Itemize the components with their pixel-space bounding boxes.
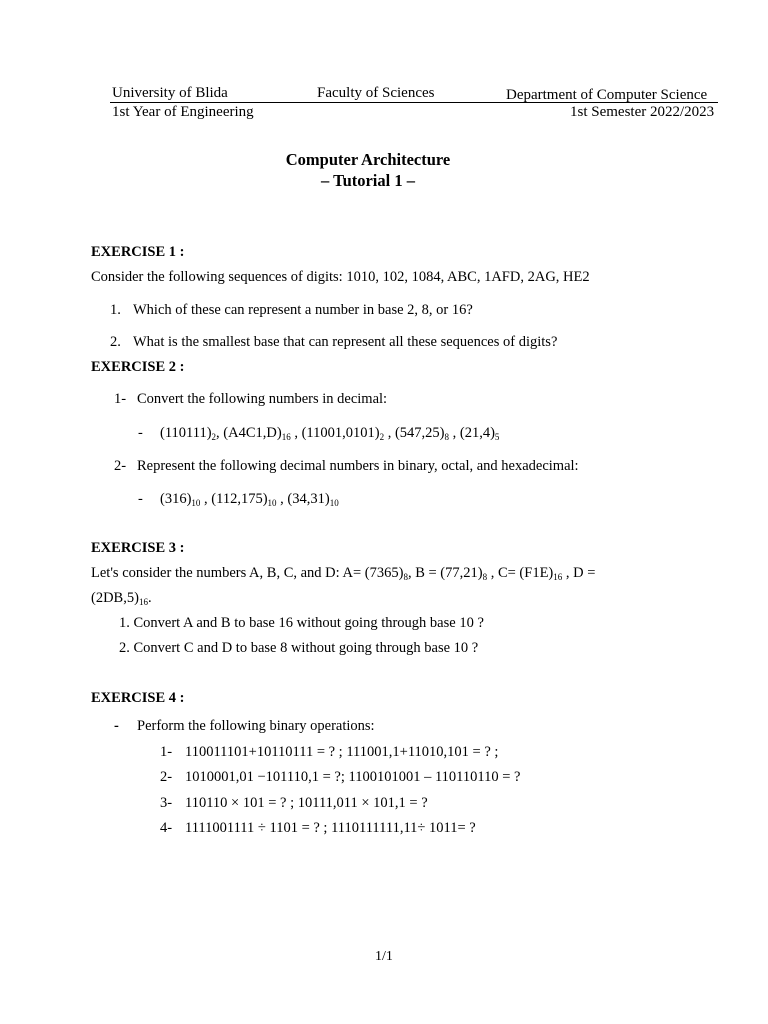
exercise-1-q1-number: 1. <box>110 302 121 318</box>
header-university: University of Blida <box>112 85 228 101</box>
operation-2: 1010001,01 −101110,1 = ?; 1100101001 – 110110110 = ? <box>185 769 521 785</box>
exercise-1-heading: EXERCISE 1 : <box>91 244 185 260</box>
exercise-1-q2-number: 2. <box>110 334 121 350</box>
header-year: 1st Year of Engineering <box>112 104 254 120</box>
exercise-2-q1-dash: - <box>138 425 143 441</box>
base-subscript: 10 <box>329 498 339 508</box>
exercise-3-q1: 1. Convert A and B to base 16 without going through base 10 ? <box>119 615 484 631</box>
operation-2-number: 2- <box>160 769 173 785</box>
exercise-4-bullet: - <box>114 718 119 734</box>
exercise-4-intro: Perform the following binary operations: <box>137 718 375 734</box>
header-semester: 1st Semester 2022/2023 <box>570 104 715 120</box>
decimal-2: (112,175) <box>211 491 268 507</box>
exercise-3-heading: EXERCISE 3 : <box>91 540 185 556</box>
decimal-3: (34,31) <box>287 491 330 507</box>
operation-4: 1111001111 ÷ 1101 = ? ; 1110111111,11÷ 1011= ? <box>185 820 476 836</box>
decimal-1: (316) <box>160 491 192 507</box>
course-title: Computer Architecture <box>285 150 451 169</box>
exercise-1-q1: Which of these can represent a number in base 2, 8, or 16? <box>133 302 473 318</box>
number-3: (11001,0101) <box>301 425 380 441</box>
exercise-4-heading: EXERCISE 4 : <box>91 690 185 706</box>
base-subscript: 8 <box>444 432 449 442</box>
exercise-2-q2-number: 2- <box>114 458 127 474</box>
operation-1-number: 1- <box>160 744 173 760</box>
base-subscript: 10 <box>191 498 201 508</box>
number-4: (547,25) <box>394 425 445 441</box>
exercise-2-q2: Represent the following decimal numbers in binary, octal, and hexadecimal: <box>137 458 579 474</box>
operation-4-number: 4- <box>160 820 173 836</box>
exercise-2-decimal-numbers: $(316)_{10}$ , $(112,175)_{10}$ , $(34,31)_{10}$ <box>160 491 339 508</box>
exercise-1-intro: Consider the following sequences of digits: 1010, 102, 1084, ABC, 1AFD, 2AG, HE2 <box>91 269 590 285</box>
exercise-3-intro-line1: Let's consider the numbers A, B, C, and D: $A= (7365)_8$, $B = (77,21)_8$ , $C= (F1E)_{16}$ , D = <box>91 565 596 582</box>
exercise-3-intro-line2: $(2DB,5)_{16}$. <box>91 590 152 607</box>
exercise-1-q2: What is the smallest base that can represent all these sequences of digits? <box>133 334 558 350</box>
operation-1: 110011101+10110111 = ? ; 111001,1+11010,101 = ? ; <box>185 744 499 760</box>
operation-3: 110110 × 101 = ? ; 10111,011 × 101,1 = ? <box>185 795 428 811</box>
exercise-2-heading: EXERCISE 2 : <box>91 359 185 375</box>
exercise-2-q2-dash: - <box>138 491 143 507</box>
exercise-3-q2: 2. Convert C and D to base 8 without going through base 10 ? <box>119 640 479 656</box>
header-divider <box>110 102 718 103</box>
page-number: 1/1 <box>375 949 393 964</box>
tutorial-title: – Tutorial 1 – <box>321 171 415 190</box>
base-subscript: 2 <box>211 432 217 442</box>
number-5: (21,4) <box>459 425 495 441</box>
header-department: Department of Computer Science <box>506 87 708 103</box>
exercise-2-q1-number: 1- <box>114 391 127 407</box>
number-1: (110111) <box>160 425 212 441</box>
base-subscript: 2 <box>379 432 385 442</box>
base-subscript: 5 <box>494 432 500 442</box>
header-faculty: Faculty of Sciences <box>317 85 435 101</box>
exercise-2-numbers-to-decimal: $(110111)_2$, $(A4C1,D)_{16}$ , $(11001,0101)_2$ , $(547,25)_8$ , $(21,4)_5$ <box>160 425 500 442</box>
operation-3-number: 3- <box>160 795 173 811</box>
base-subscript: 10 <box>267 498 277 508</box>
number-2: (A4C1,D) <box>223 425 282 441</box>
exercise-2-q1: Convert the following numbers in decimal: <box>137 391 388 407</box>
base-subscript: 16 <box>281 432 291 442</box>
